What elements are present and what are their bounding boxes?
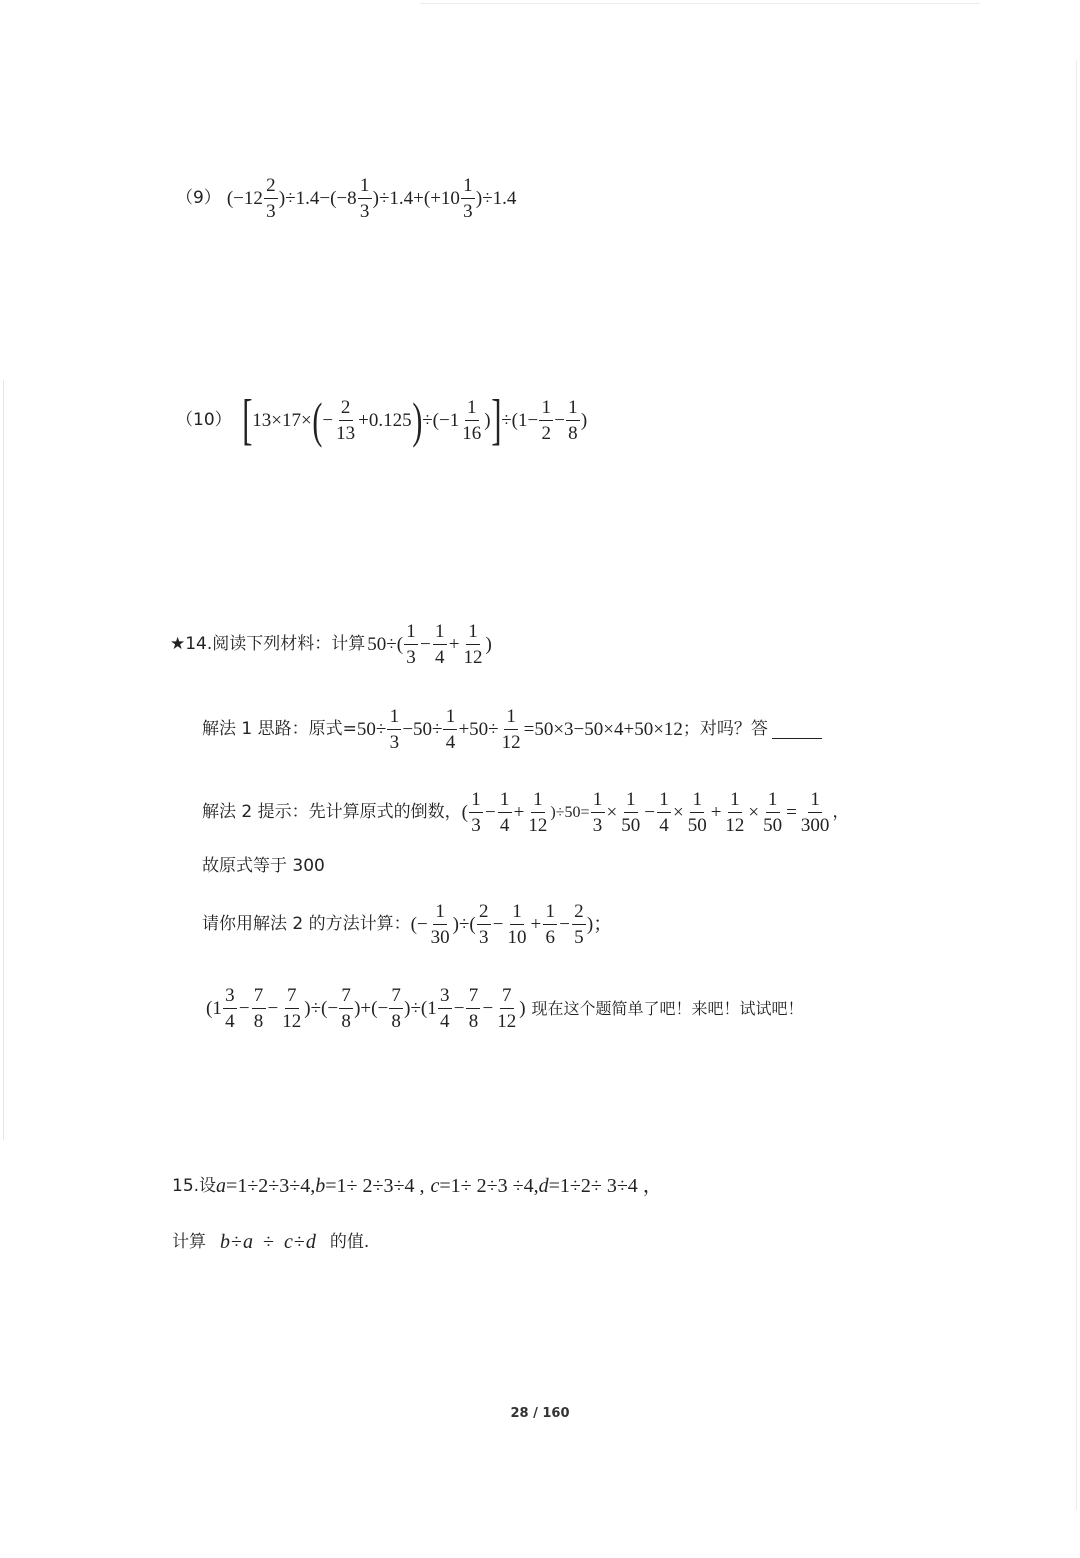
problem-10-text: ÷(1− <box>501 409 539 431</box>
problem-10 <box>176 389 588 451</box>
expr-text: 50÷( <box>367 634 404 655</box>
fraction: $\frac{1}{16}$ <box>462 396 482 444</box>
fraction: $\frac{1}{4}$ <box>433 622 447 667</box>
fraction: $\frac{1}{12}$ <box>528 789 548 836</box>
plus-sign: + <box>530 914 542 935</box>
fraction: $\frac{2}{3}$ <box>264 176 278 221</box>
problem-9 <box>176 176 516 221</box>
problem-9-text: (−12 <box>226 188 263 209</box>
fraction: $\frac{1}{6}$ <box>543 902 557 947</box>
var-c: c <box>430 1175 440 1197</box>
expr-text: (− <box>410 914 428 935</box>
question-14-heading: ★14.阅读下列材料：计算 <box>170 634 366 654</box>
answer-blank[interactable] <box>772 720 822 739</box>
scan-edge-left <box>3 380 4 1140</box>
plus-sign: + <box>448 634 460 655</box>
exercise-note: 现在这个题简单了吧！来吧！试试吧！ <box>531 998 804 1018</box>
fraction: $\frac{1}{50}$ <box>763 789 783 836</box>
minus-sign: − <box>484 802 496 823</box>
fraction: $\frac{1}{300}$ <box>800 789 830 836</box>
fraction: $\frac{1}{50}$ <box>687 789 707 836</box>
fraction: $\frac{1}{12}$ <box>725 789 745 836</box>
fraction: $\frac{1}{3}$ <box>387 707 401 752</box>
fraction: $\frac{2}{3}$ <box>477 902 491 947</box>
fraction: $\frac{1}{30}$ <box>430 901 450 948</box>
expr-text: 50÷ <box>356 719 387 740</box>
fraction: $\frac{3}{4}$ <box>223 986 237 1031</box>
times-sign: × <box>606 802 618 823</box>
problem-9-text: )÷1.4+(+10 <box>372 188 460 209</box>
fraction: $\frac{7}{8}$ <box>252 986 266 1031</box>
problem-10-text: 13×17× <box>252 409 312 431</box>
problem-10-text: +0.125 <box>358 409 412 431</box>
expr-text: ) <box>519 998 526 1019</box>
expr-text: −50÷ <box>402 719 443 740</box>
scan-edge-right <box>1076 60 1077 1510</box>
plus-sign: + <box>513 802 525 823</box>
problem-10-text: ) <box>580 409 588 431</box>
expr-text: =50×3−50×4+50×12 <box>523 719 683 740</box>
plus-sign: + <box>710 802 722 823</box>
comma: ， <box>832 802 850 822</box>
left-bracket: [ <box>241 389 253 451</box>
solution-2 <box>202 790 849 835</box>
question-15-line-1 <box>172 1176 663 1196</box>
minus-sign: − <box>267 998 279 1019</box>
expr-text: )÷(− <box>304 998 339 1019</box>
solution-1-label: 解法 1 思路：原式= <box>202 719 357 739</box>
expr-text: =1÷2÷3÷4, <box>226 1175 316 1197</box>
fraction: $\frac{1}{2}$ <box>539 398 553 443</box>
scan-edge-top <box>420 3 980 4</box>
exercise-2 <box>206 986 804 1031</box>
question-15-compute: 计算 <box>172 1231 206 1252</box>
exercise-label: 请你用解法 2 的方法计算： <box>202 914 411 934</box>
expr-text: )÷50= <box>550 803 590 821</box>
var-b: b <box>315 1175 326 1197</box>
question-15-line-2 <box>172 1232 369 1252</box>
problem-10-text: ) <box>484 409 491 431</box>
var-b: b <box>220 1231 230 1253</box>
fraction: $\frac{1}{4}$ <box>443 707 457 752</box>
problem-10-text: ÷(−1 <box>422 409 460 431</box>
question-15-suffix: 的值. <box>329 1231 370 1252</box>
var-d: d <box>538 1175 549 1197</box>
right-paren: ) <box>411 392 422 448</box>
fraction: $\frac{1}{4}$ <box>657 790 671 835</box>
minus-sign: − <box>482 998 494 1019</box>
var-a: a <box>242 1231 253 1253</box>
page-number: 28 / 160 <box>510 1406 570 1421</box>
fraction: $\frac{1}{3}$ <box>404 622 418 667</box>
fraction: $\frac{3}{4}$ <box>438 986 452 1031</box>
expr-text: )÷(1 <box>404 998 437 1019</box>
fraction: $\frac{1}{12}$ <box>463 621 483 668</box>
fraction: $\frac{1}{3}$ <box>358 176 372 221</box>
times-sign: × <box>672 802 684 823</box>
problem-10-text: − <box>322 409 334 431</box>
expr-text: =1÷ 2÷3 ÷4, <box>439 1175 539 1197</box>
minus-sign: − <box>238 998 250 1019</box>
expr-text: =1÷2÷ 3÷4 ， <box>548 1175 663 1197</box>
fraction: $\frac{1}{3}$ <box>591 790 605 835</box>
expr-text: ( <box>461 802 468 823</box>
divide-sign: ÷ <box>293 1231 305 1253</box>
times-sign: × <box>748 802 760 823</box>
expr-text: ) <box>485 634 492 655</box>
fraction: $\frac{1}{50}$ <box>621 789 641 836</box>
left-paren: ( <box>312 392 323 448</box>
fraction: $\frac{7}{8}$ <box>389 986 403 1031</box>
expr-text: )÷( <box>452 914 476 935</box>
problem-9-text: )÷1.4 <box>475 188 517 209</box>
exercise-1 <box>202 902 612 947</box>
divide-sign: ÷ <box>231 1231 242 1253</box>
minus-sign: − <box>420 634 431 655</box>
solution-2-label: 解法 2 提示：先计算原式的倒数， <box>202 802 462 822</box>
expr-text: +50÷ <box>458 719 499 740</box>
minus-sign: − <box>492 914 504 935</box>
fraction: $\frac{1}{3}$ <box>461 176 475 221</box>
minus-sign: − <box>453 998 465 1019</box>
fraction: $\frac{1}{3}$ <box>469 790 483 835</box>
fraction: $\frac{7}{8}$ <box>339 986 353 1031</box>
problem-10-label: （10） <box>176 409 232 430</box>
expr-text: )+(− <box>354 998 389 1019</box>
equals-sign: = <box>786 802 797 823</box>
divide-sign: ÷ <box>262 1231 274 1253</box>
fraction: $\frac{2}{13}$ <box>336 396 356 444</box>
fraction: $\frac{7}{12}$ <box>497 985 517 1032</box>
fraction: $\frac{1}{10}$ <box>507 901 527 948</box>
solution-1 <box>202 707 822 752</box>
fraction: $\frac{7}{8}$ <box>466 986 480 1031</box>
fraction: $\frac{1}{12}$ <box>501 706 521 753</box>
minus-sign: − <box>559 914 570 935</box>
fraction: $\frac{7}{12}$ <box>282 985 302 1032</box>
fraction: $\frac{1}{4}$ <box>498 790 512 835</box>
solution-1-question: ；对吗？答 <box>682 719 768 739</box>
problem-9-text: )÷1.4−(−8 <box>278 188 357 209</box>
fraction: $\frac{2}{5}$ <box>572 902 586 947</box>
expr-text: )； <box>586 914 613 935</box>
var-c: c <box>283 1231 293 1253</box>
expr-text: =1÷ 2÷3÷4 , <box>325 1175 425 1197</box>
minus-sign: − <box>644 802 655 823</box>
solution-2-conclusion: 故原式等于 300 <box>202 856 325 876</box>
question-15-prefix: 15.设 <box>172 1175 217 1196</box>
problem-9-label: （9） <box>176 188 221 208</box>
var-d: d <box>305 1231 316 1253</box>
var-a: a <box>216 1175 227 1197</box>
problem-10-text: − <box>554 409 565 431</box>
fraction: $\frac{1}{8}$ <box>566 398 580 443</box>
expr-text: (1 <box>206 998 222 1019</box>
question-14-title <box>170 622 492 667</box>
right-bracket: ] <box>490 389 502 451</box>
